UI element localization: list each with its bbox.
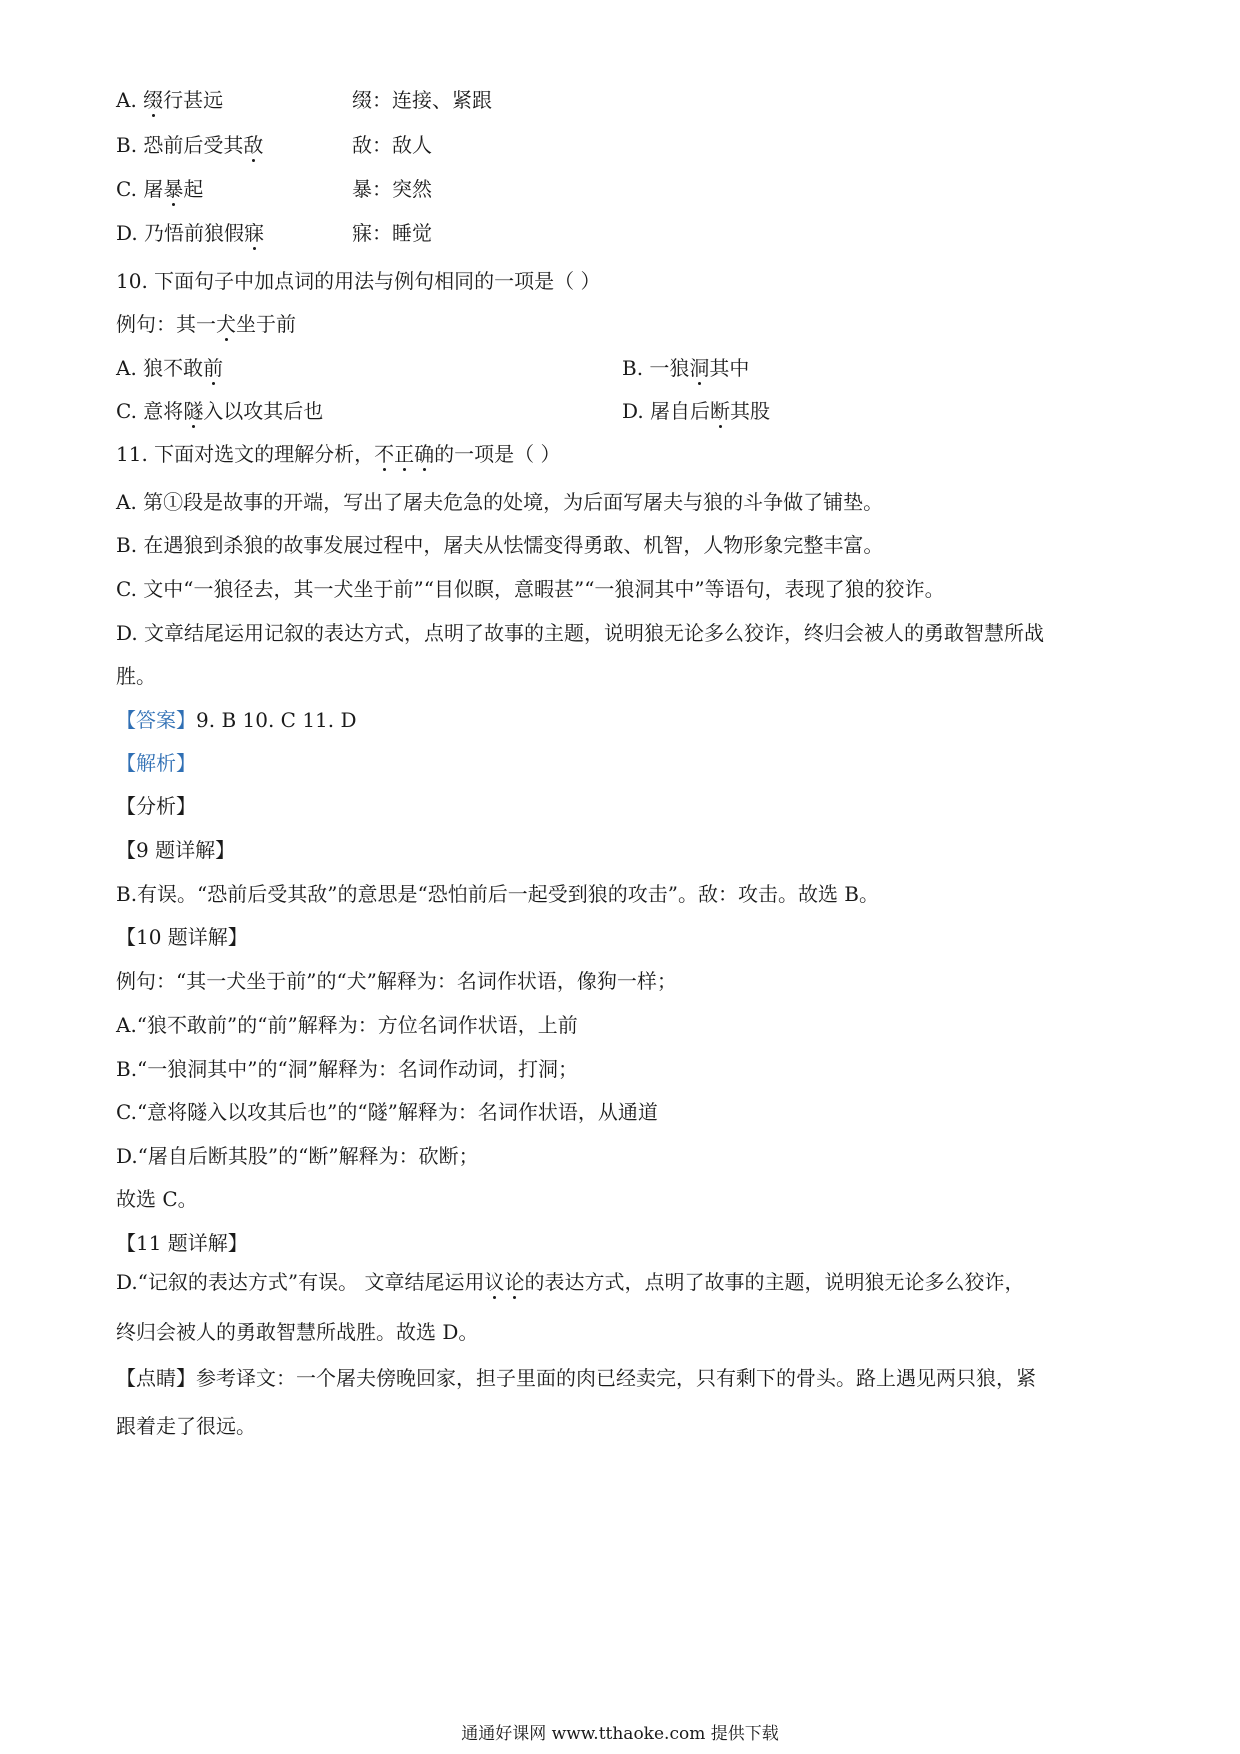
answer-line — [116, 706, 357, 734]
q9-option-d-gloss: 寐：睡觉 — [352, 221, 432, 245]
q10-option-d: D. 屠自后断其股 — [622, 399, 771, 423]
q9-option-c-gloss: 暴：突然 — [352, 177, 432, 201]
dianjing-label: 【点睛】 — [116, 1366, 196, 1390]
q9-option-a: A. 缀行甚远 — [116, 88, 224, 112]
d9-label: 【9 题详解】 — [116, 838, 236, 862]
q9-option-c: C. 屠暴起 — [116, 177, 204, 201]
footer-credit: 通通好课网 www.tthaoke.com 提供下载 — [461, 1724, 779, 1744]
q11-option-b: B. 在遇狼到杀狼的故事发展过程中，屠夫从怯懦变得勇敢、机智，人物形象完整丰富。 — [116, 533, 884, 557]
q11-option-d-line2: 胜。 — [116, 664, 156, 688]
d10-line: 故选 C。 — [116, 1187, 198, 1211]
q10-option-b: B. 一狼洞其中 — [622, 356, 750, 380]
d10-line: 例句：“其一犬坐于前”的“犬”解释为：名词作状语，像狗一样； — [116, 969, 677, 993]
d10-label: 【10 题详解】 — [116, 925, 248, 949]
q9-option-b: B. 恐前后受其敌 — [116, 133, 264, 157]
q11-stem: 11. 下面对选文的理解分析，不正确的一项是（ ） — [116, 442, 561, 466]
q11-option-a: A. 第①段是故事的开端，写出了屠夫危急的处境，为后面写屠夫与狼的斗争做了铺垫。 — [116, 490, 884, 514]
fenxi-label: 【分析】 — [116, 794, 196, 818]
d10-line: A.“狼不敢前”的“前”解释为：方位名词作状语，上前 — [116, 1013, 578, 1037]
q11-option-d-line1: D. 文章结尾运用记叙的表达方式，点明了故事的主题，说明狼无论多么狡诈，终归会被人的勇敢智慧所战 — [116, 621, 1045, 645]
q10-option-c: C. 意将隧入以攻其后也 — [116, 399, 324, 423]
jiexi-label: 【解析】 — [116, 751, 196, 775]
answer-label: 【答案】 — [116, 708, 196, 732]
d10-line: D.“屠自后断其股”的“断”解释为：砍断； — [116, 1144, 479, 1168]
d11-line2: 终归会被人的勇敢智慧所战胜。故选 D。 — [116, 1320, 479, 1344]
answer-text: 9. B 10. C 11. D — [196, 708, 357, 732]
d11-line1: D.“记叙的表达方式”有误。 文章结尾运用议论的表达方式，点明了故事的主题，说明狼无论多么狡诈， — [116, 1270, 1025, 1294]
d9-text: B.有误。“恐前后受其敌”的意思是“恐怕前后一起受到狼的攻击”。敌：攻击。故选 B。 — [116, 882, 880, 906]
d11-label: 【11 题详解】 — [116, 1231, 248, 1255]
dianjing-line1: 【点睛】参考译文：一个屠夫傍晚回家，担子里面的肉已经卖完，只有剩下的骨头。路上遇见两只狼，紧 — [116, 1366, 1036, 1390]
q10-example: 例句：其一犬坐于前 — [116, 312, 296, 336]
q9-option-a-gloss: 缀：连接、紧跟 — [352, 88, 492, 112]
dianjing-line2: 跟着走了很远。 — [116, 1414, 256, 1438]
q9-option-d: D. 乃悟前狼假寐 — [116, 221, 265, 245]
d10-line: C.“意将隧入以攻其后也”的“隧”解释为：名词作状语，从通道 — [116, 1100, 658, 1124]
q11-option-c: C. 文中“一狼径去，其一犬坐于前”“目似瞑，意暇甚”“一狼洞其中”等语句，表现了狼的狡诈。 — [116, 577, 945, 601]
q10-option-a: A. 狼不敢前 — [116, 356, 224, 380]
d10-line: B.“一狼洞其中”的“洞”解释为：名词作动词，打洞； — [116, 1057, 578, 1081]
q10-stem: 10. 下面句子中加点词的用法与例句相同的一项是（ ） — [116, 269, 601, 293]
q9-option-b-gloss: 敌：敌人 — [352, 133, 432, 157]
